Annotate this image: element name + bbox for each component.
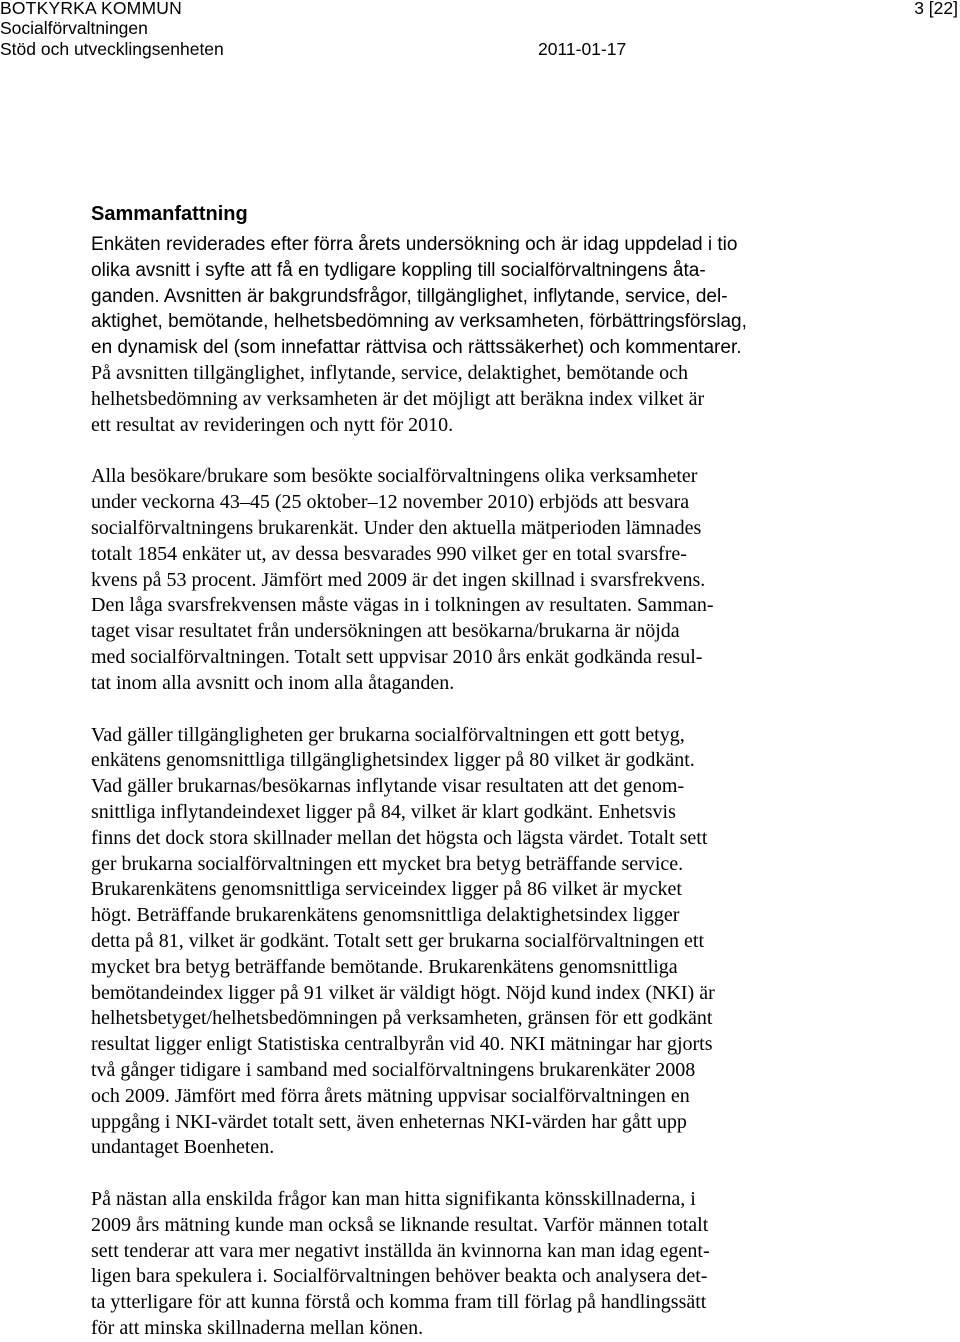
text-line: snittliga inflytandeindexet ligger på 84, vilket är klart godkänt. Enhetsvis (91, 800, 676, 823)
text-line: Alla besökare/brukare som besökte socialförvaltningens olika verksamheter (91, 465, 698, 488)
text-line: detta på 81, vilket är godkänt. Totalt sett ger brukarna socialförvaltningen ett (91, 929, 705, 952)
text-line: och 2009. Jämfört med förra årets mätning uppvisar socialförvaltningen en (91, 1084, 690, 1107)
section-heading: Sammanfattning (91, 203, 248, 225)
text-line: aktighet, bemötande, helhetsbedömning av verksamheten, förbättringsförslag, (91, 311, 747, 333)
text-line: olika avsnitt i syfte att få en tydligare koppling till socialförvaltningens åta- (91, 259, 706, 281)
text-line: ligen bara spekulera i. Socialförvaltningen behöver beakta och analysera det- (91, 1265, 708, 1288)
paragraph-1-sans (91, 232, 913, 361)
text-line: under veckorna 43–45 (25 oktober–12 november 2010) erbjöds att besvara (91, 491, 690, 514)
text-line: Vad gäller tillgängligheten ger brukarna socialförvaltningen ett gott betyg, (91, 723, 685, 746)
text-line: ta ytterligare för att kunna förstå och komma fram till förlag på handlingssätt (91, 1291, 707, 1314)
text-line: med socialförvaltningen. Totalt sett uppvisar 2010 års enkät godkända resul- (91, 645, 703, 668)
text-line: för att minska skillnaderna mellan könen. (91, 1317, 424, 1340)
text-line: ett resultat av revideringen och nytt för 2010. (91, 413, 454, 436)
text-line: socialförvaltningens brukarenkät. Under den aktuella mätperioden lämnades (91, 516, 702, 539)
document-body (91, 202, 913, 1342)
text-line: ger brukarna socialförvaltningen ett mycket bra betyg beträffande service. (91, 852, 684, 875)
text-line: kvens på 53 procent. Jämfört med 2009 är det ingen skillnad i svarsfrekvens. (91, 568, 706, 591)
text-line: sett tenderar att vara mer negativt inställda än kvinnorna kan man idag egent- (91, 1239, 710, 1262)
text-line: mycket bra betyg beträffande bemötande. Brukarenkätens genomsnittliga (91, 955, 678, 978)
organization-name: BOTKYRKA KOMMUN (0, 0, 182, 18)
page-header (0, 0, 960, 70)
document-date: 2011-01-17 (538, 39, 627, 59)
text-line: undantaget Boenheten. (91, 1136, 275, 1159)
paragraph-3 (91, 723, 913, 1162)
text-line: uppgång i NKI-värdet totalt sett, även enheternas NKI-värden har gått upp (91, 1110, 687, 1133)
text-line: resultat ligger enligt Statistiska centralbyrån vid 40. NKI mätningar har gjorts (91, 1033, 713, 1056)
text-line: På nästan alla enskilda frågor kan man hitta signifikanta könsskillnaderna, i (91, 1188, 696, 1211)
text-line: bemötandeindex ligger på 91 vilket är väldigt högt. Nöjd kund index (NKI) är (91, 981, 715, 1004)
text-line: en dynamisk del (som innefattar rättvisa och rättssäkerhet) och kommentarer. (91, 337, 742, 359)
text-line: två gånger tidigare i samband med socialförvaltningens brukarenkäter 2008 (91, 1058, 696, 1081)
paragraph-gap (91, 438, 913, 464)
text-line: Vad gäller brukarnas/besökarnas inflytande visar resultaten att det genom- (91, 775, 685, 798)
text-line: tat inom alla avsnitt och inom alla åtaganden. (91, 671, 455, 694)
text-line: helhetsbetyget/helhetsbedömningen på verksamheten, gränsen för ett godkänt (91, 1007, 713, 1030)
text-line: helhetsbedömning av verksamheten är det möjligt att beräkna index vilket är (91, 387, 705, 410)
text-line: ganden. Avsnitten är bakgrundsfrågor, tillgänglighet, inflytande, service, del- (91, 285, 728, 307)
paragraph-4 (91, 1187, 913, 1342)
paragraph-2 (91, 464, 913, 696)
text-line: 2009 års mätning kunde man också se liknande resultat. Varför männen totalt (91, 1213, 709, 1236)
paragraph-1-serif (91, 361, 913, 438)
text-line: Enkäten reviderades efter förra årets undersökning och är idag uppdelad i tio (91, 234, 738, 255)
text-line: finns det dock stora skillnader mellan det högsta och lägsta värdet. Totalt sett (91, 826, 708, 849)
text-line: Den låga svarsfrekvensen måste vägas in i tolkningen av resultaten. Samman- (91, 594, 714, 617)
text-line: enkätens genomsnittliga tillgänglighetsindex ligger på 80 vilket är godkänt. (91, 749, 695, 772)
text-line: Brukarenkätens genomsnittliga serviceindex ligger på 86 vilket är mycket (91, 878, 682, 901)
text-line: På avsnitten tillgänglighet, inflytande, service, delaktighet, bemötande och (91, 361, 689, 384)
text-line: taget visar resultatet från undersökningen att besökarna/brukarna är nöjda (91, 620, 680, 643)
text-line: högt. Beträffande brukarenkätens genomsnittliga delaktighetsindex ligger (91, 904, 680, 927)
unit-name: Stöd och utvecklingsenheten (0, 39, 224, 59)
paragraph-gap (91, 1161, 913, 1187)
text-line: totalt 1854 enkäter ut, av dessa besvarades 990 vilket ger en total svarsfre- (91, 542, 687, 565)
department-name: Socialförvaltningen (0, 18, 148, 38)
page-number: 3 [22] (914, 0, 958, 18)
paragraph-gap (91, 697, 913, 723)
